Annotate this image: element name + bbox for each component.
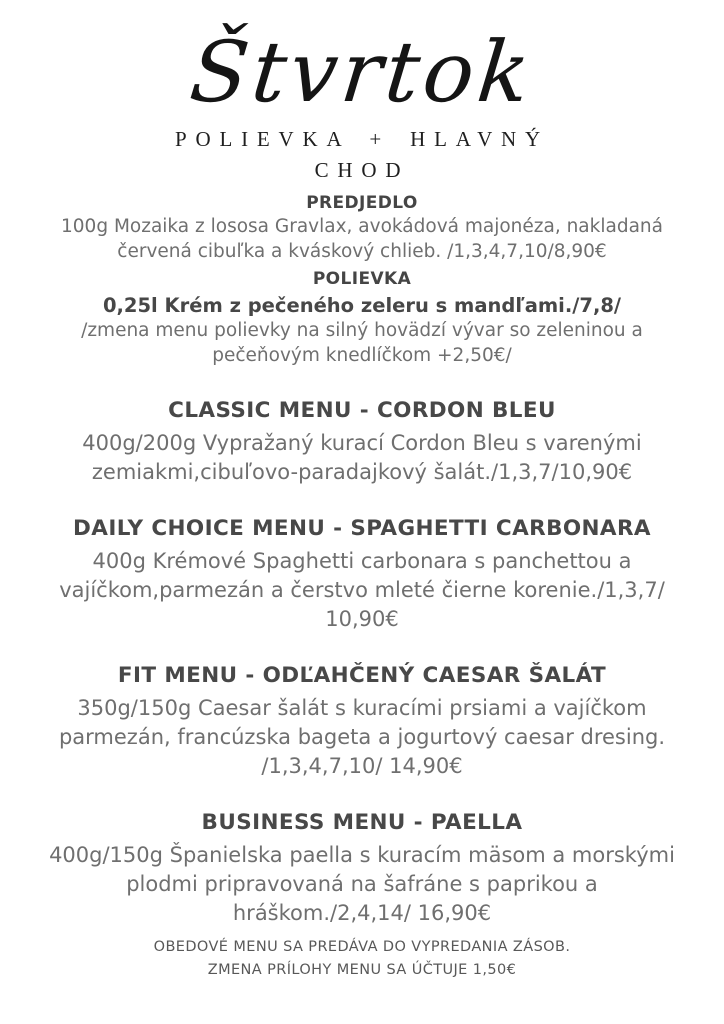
business-menu-section — [0, 810, 724, 928]
starter-section — [0, 193, 724, 264]
menu-footer — [0, 936, 724, 982]
classic-menu-section — [0, 398, 724, 487]
soup-description: 0,25l Krém z pečeného zeleru s mandľami./7,8/ — [102, 294, 622, 318]
daily-choice-menu-section — [0, 516, 724, 634]
soup-heading: POLIEVKA — [312, 269, 412, 290]
fit-menu-heading: FIT MENU - ODĽAHČENÝ CAESAR ŠALÁT — [117, 662, 607, 688]
starter-description: 100g Mozaika z lososa Gravlax, avokádová majonéza, nakladaná červená cibuľka a kváskový chlieb. /1,3,4,7,10/8,90€ — [61, 216, 663, 262]
soup-change-note: /zmena menu polievky na silný hovädzí vývar so zeleninou a pečeňovým knedlíčkom +2,50€/ — [81, 320, 643, 367]
business-menu-heading: BUSINESS MENU - PAELLA — [201, 809, 523, 835]
daily-choice-menu-description: 400g Krémové Spaghetti carbonara s panchettou a vajíčkom,parmezán a čerstvo mleté čierne korenie./1,3,7/ 10,90€ — [59, 548, 665, 631]
footer-side-change-note: ZMENA PRÍLOHY MENU SA ÚČTUJE 1,50€ — [207, 961, 517, 978]
soup-section — [0, 269, 724, 369]
classic-menu-description: 400g/200g Vypražaný kurací Cordon Bleu s varenými zemiakmi,cibuľovo-paradajkový šalát./1,3,7/10,90€ — [82, 431, 642, 484]
menu-subtitle: POLIEVKA + HLAVNÝ CHOD — [174, 127, 550, 182]
daily-choice-menu-heading: DAILY CHOICE MENU - SPAGHETTI CARBONARA — [73, 515, 651, 541]
restaurant-day-title: Štvrtok — [185, 23, 539, 121]
starter-heading: PREDJEDLO — [306, 193, 418, 214]
fit-menu-section — [0, 663, 724, 781]
fit-menu-description: 350g/150g Caesar šalát s kuracími prsiami a vajíčkom parmezán, francúzska bageta a jogurtový caesar dresing. /1,3,4,7,10/ 14,90€ — [58, 695, 666, 778]
footer-availability-note: OBEDOVÉ MENU SA PREDÁVA DO VYPREDANIA ZÁSOB. — [153, 938, 571, 955]
business-menu-description: 400g/150g Španielska paella s kuracím mäsom a morskými plodmi pripravovaná na šafráne s paprikou a hráškom./2,4,14/ 16,90€ — [49, 842, 675, 925]
classic-menu-heading: CLASSIC MENU - CORDON BLEU — [168, 398, 556, 424]
